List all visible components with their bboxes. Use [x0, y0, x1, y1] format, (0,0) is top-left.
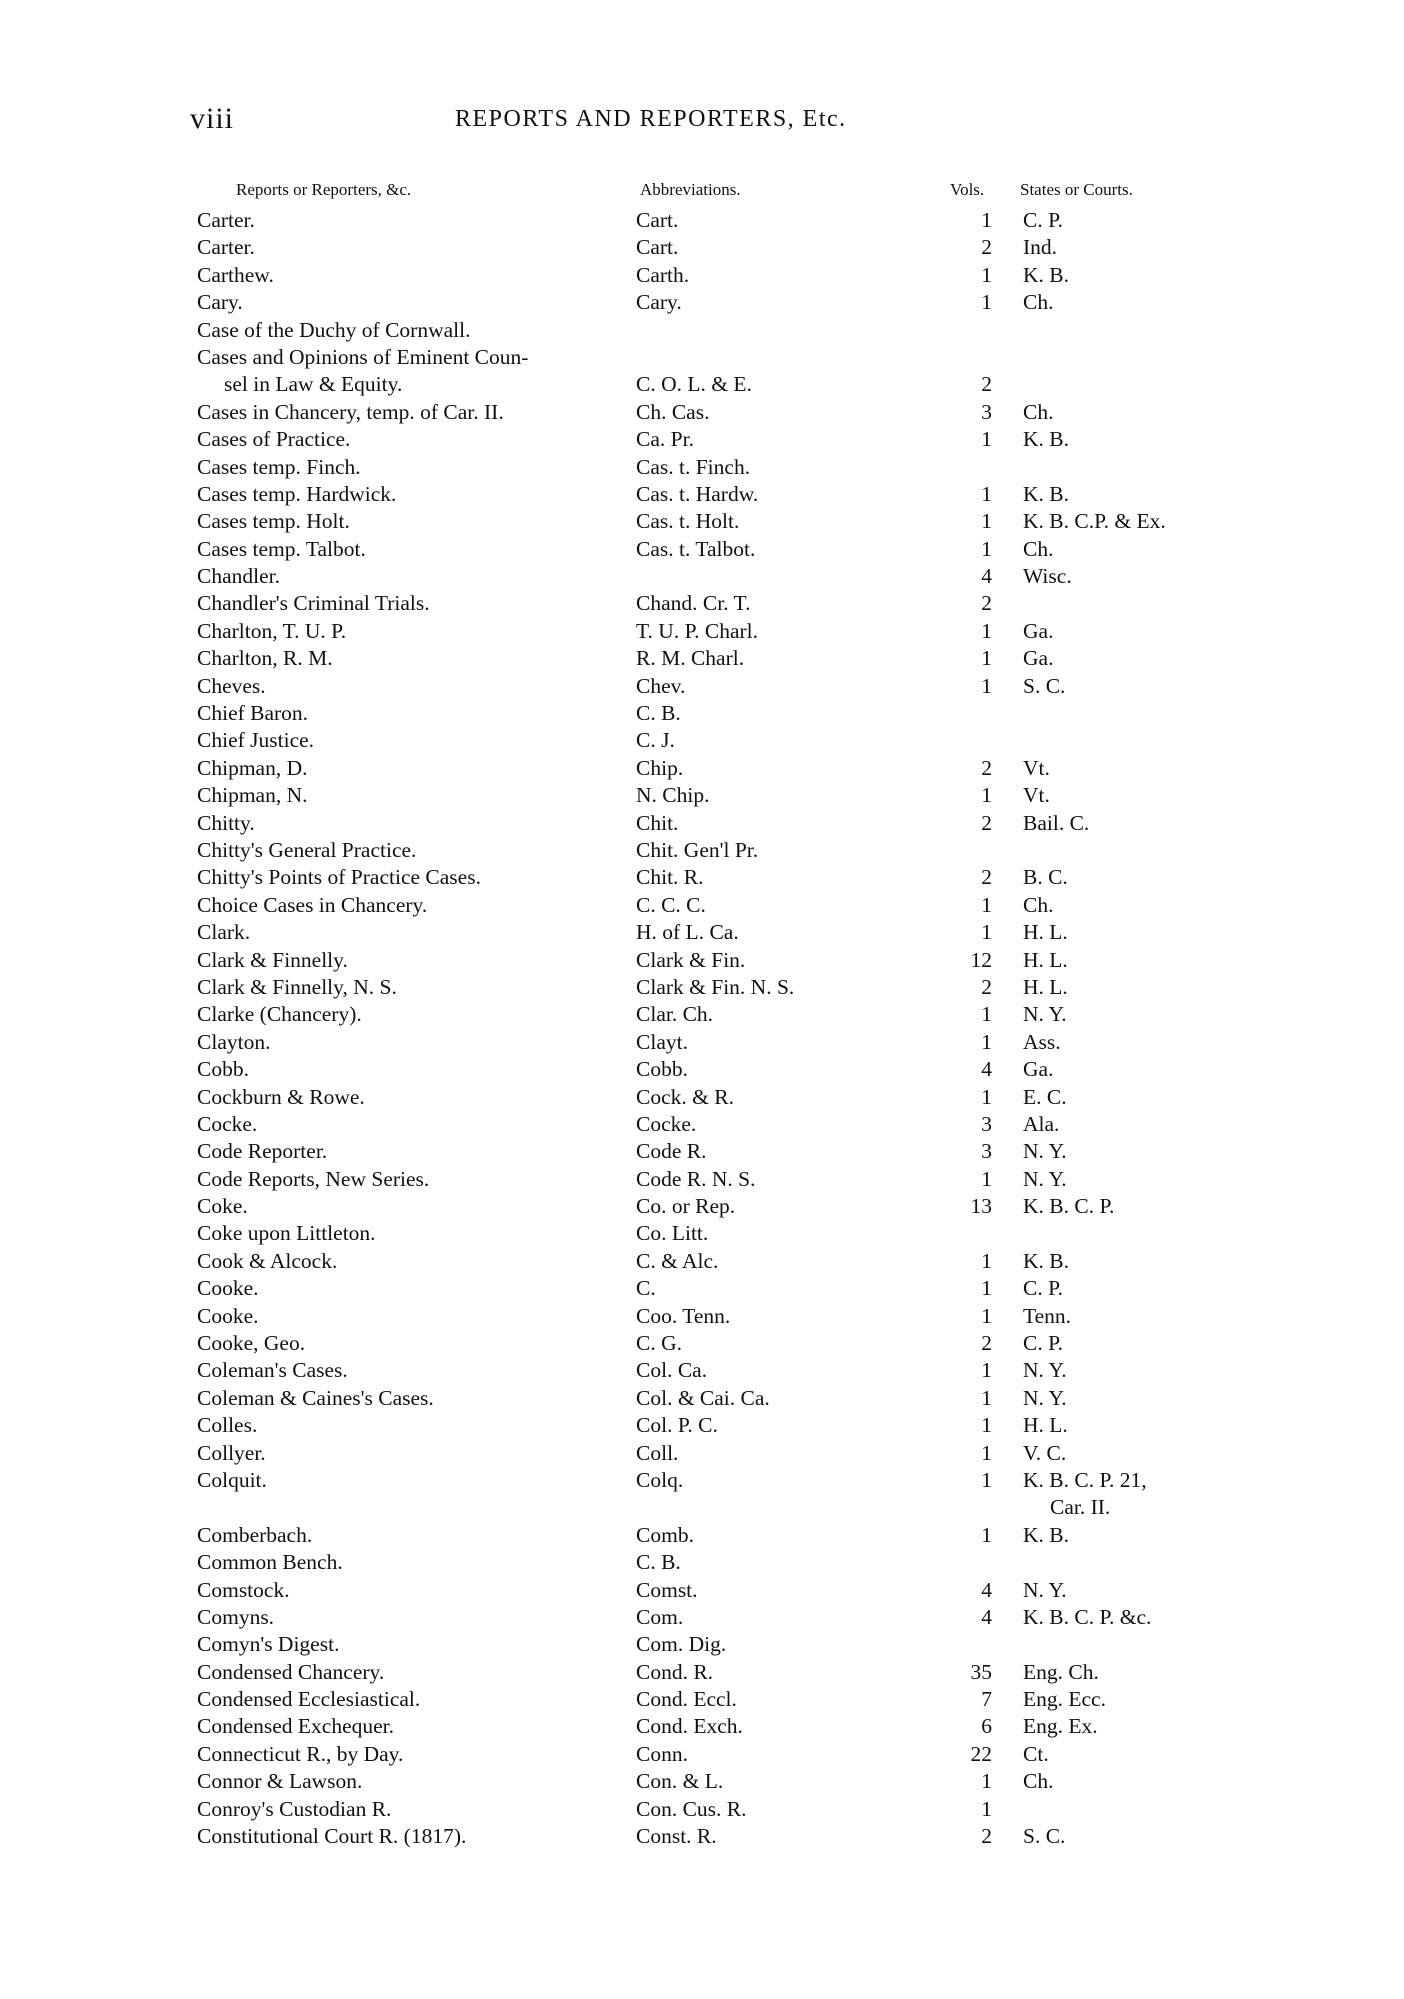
reporters-table — [0, 207, 1404, 1850]
court-cell: Ch. — [1023, 536, 1054, 561]
abbreviation-cell: Cas. t. Talbot. — [636, 536, 756, 561]
abbreviation-cell: Chip. — [636, 755, 684, 780]
abbreviation-cell: Con. Cus. R. — [636, 1796, 747, 1821]
vols-cell: 1 — [981, 673, 992, 698]
court-cell: K. B. — [1023, 1248, 1069, 1273]
vols-cell: 2 — [981, 591, 992, 616]
court-cell: K. B. C. P. — [1023, 1194, 1115, 1219]
abbreviation-cell: Cas. t. Finch. — [636, 454, 751, 479]
table-row — [0, 1056, 1404, 1083]
abbreviation-cell: Cond. Exch. — [636, 1714, 743, 1739]
reporter-cell: Constitutional Court R. (1817). — [197, 1824, 467, 1849]
abbreviation-cell: Chit. Gen'l Pr. — [636, 837, 759, 862]
reporter-cell: Colles. — [197, 1413, 258, 1438]
table-row — [0, 207, 1404, 234]
abbreviation-cell: Cary. — [636, 290, 682, 315]
court-cell: Vt. — [1023, 783, 1050, 808]
abbreviation-cell: Coo. Tenn. — [636, 1303, 731, 1328]
table-row — [0, 426, 1404, 453]
vols-cell: 1 — [981, 1358, 992, 1383]
table-row — [0, 1001, 1404, 1028]
abbreviation-cell: Cas. t. Holt. — [636, 509, 740, 534]
vols-cell: 2 — [981, 372, 992, 397]
vols-cell: 4 — [981, 564, 992, 589]
table-row — [0, 1084, 1404, 1111]
reporter-cell: Chipman, D. — [197, 755, 308, 780]
abbreviation-cell: C. & Alc. — [636, 1248, 719, 1273]
table-row — [0, 947, 1404, 974]
column-header-vols: Vols. — [950, 180, 985, 199]
vols-cell: 1 — [981, 427, 992, 452]
vols-cell: 4 — [981, 1604, 992, 1629]
vols-cell: 2 — [981, 865, 992, 890]
vols-cell: 4 — [981, 1057, 992, 1082]
vols-cell: 2 — [981, 810, 992, 835]
reporter-cell: Charlton, T. U. P. — [197, 618, 347, 643]
table-row — [0, 1111, 1404, 1138]
reporter-cell: Code Reporter. — [197, 1139, 328, 1164]
table-row — [0, 1549, 1404, 1576]
abbreviation-cell: Comb. — [636, 1522, 694, 1547]
abbreviation-cell: Con. & L. — [636, 1769, 724, 1794]
abbreviation-cell: C. — [636, 1276, 656, 1301]
table-row — [0, 1412, 1404, 1439]
table-row — [0, 837, 1404, 864]
table-row — [0, 618, 1404, 645]
court-cell: K. B. — [1023, 481, 1069, 506]
abbreviation-cell: Chit. — [636, 810, 679, 835]
table-row — [0, 1275, 1404, 1302]
court-cell: N. Y. — [1023, 1385, 1067, 1410]
page-header — [190, 102, 1250, 142]
reporter-cell: Comstock. — [197, 1577, 290, 1602]
reporter-cell: Collyer. — [197, 1440, 266, 1465]
court-cell: S. C. — [1023, 673, 1066, 698]
vols-cell: 1 — [981, 208, 992, 232]
column-header-courts: States or Courts. — [1020, 180, 1133, 199]
reporter-cell: Cases temp. Finch. — [197, 454, 361, 479]
court-cell: N. Y. — [1023, 1139, 1067, 1164]
reporter-cell: Condensed Ecclesiastical. — [197, 1687, 421, 1712]
court-cell: Ind. — [1023, 235, 1058, 260]
table-row — [0, 1522, 1404, 1549]
vols-cell: 12 — [970, 947, 992, 972]
vols-cell: 2 — [981, 1824, 992, 1849]
court-cell: Eng. Ex. — [1023, 1714, 1098, 1739]
reporter-cell: Cases and Opinions of Eminent Coun- — [197, 344, 529, 369]
court-cell: Ch. — [1023, 399, 1054, 424]
table-row — [0, 1741, 1404, 1768]
vols-cell: 1 — [981, 262, 992, 287]
vols-cell: 1 — [981, 618, 992, 643]
court-cell: Tenn. — [1023, 1303, 1072, 1328]
court-cell: N. Y. — [1023, 1358, 1067, 1383]
abbreviation-cell: C. C. C. — [636, 892, 706, 917]
court-cell: K. B. C.P. & Ex. — [1023, 509, 1166, 534]
abbreviation-cell: Clark & Fin. N. S. — [636, 974, 795, 999]
table-row — [0, 1768, 1404, 1795]
table-row — [0, 508, 1404, 535]
court-cell: C. P. — [1023, 1331, 1064, 1356]
abbreviation-cell: Cas. t. Hardw. — [636, 481, 759, 506]
abbreviation-cell: Ca. Pr. — [636, 427, 694, 452]
vols-cell: 1 — [981, 1166, 992, 1191]
court-cell: Eng. Ecc. — [1023, 1687, 1106, 1712]
court-cell: C. P. — [1023, 208, 1064, 232]
reporter-cell: Cases temp. Talbot. — [197, 536, 366, 561]
abbreviation-cell: Col. & Cai. Ca. — [636, 1385, 770, 1410]
abbreviation-cell: Chev. — [636, 673, 686, 698]
vols-cell: 2 — [981, 235, 992, 260]
table-row — [0, 481, 1404, 508]
court-cell: K. B. — [1023, 262, 1069, 287]
table-row — [0, 1494, 1404, 1521]
reporter-cell: Clarke (Chancery). — [197, 1002, 362, 1027]
table-row — [0, 344, 1404, 371]
table-row — [0, 1166, 1404, 1193]
court-cell: E. C. — [1023, 1084, 1067, 1109]
reporter-cell: Choice Cases in Chancery. — [197, 892, 428, 917]
reporter-cell: Chitty's Points of Practice Cases. — [197, 865, 481, 890]
court-cell: Ct. — [1023, 1741, 1049, 1766]
court-cell: Ga. — [1023, 646, 1054, 671]
table-row — [0, 317, 1404, 344]
vols-cell: 2 — [981, 974, 992, 999]
court-cell: Bail. C. — [1023, 810, 1090, 835]
abbreviation-cell: C. B. — [636, 1550, 681, 1575]
reporter-cell: Chipman, N. — [197, 783, 308, 808]
abbreviation-cell: N. Chip. — [636, 783, 710, 808]
abbreviation-cell: Carth. — [636, 262, 690, 287]
court-cell: V. C. — [1023, 1440, 1067, 1465]
reporter-cell: Carthew. — [197, 262, 274, 287]
abbreviation-cell: C. J. — [636, 728, 675, 753]
column-headers — [0, 180, 1404, 204]
table-row — [0, 919, 1404, 946]
court-cell: Ala. — [1023, 1111, 1060, 1136]
reporter-cell: Cases temp. Holt. — [197, 509, 350, 534]
reporter-cell: Code Reports, New Series. — [197, 1166, 430, 1191]
table-row — [0, 1357, 1404, 1384]
table-row — [0, 1631, 1404, 1658]
court-cell: K. B. — [1023, 427, 1069, 452]
vols-cell: 1 — [981, 481, 992, 506]
vols-cell: 1 — [981, 892, 992, 917]
vols-cell: 6 — [981, 1714, 992, 1739]
abbreviation-cell: Clar. Ch. — [636, 1002, 714, 1027]
court-cell: H. L. — [1023, 974, 1068, 999]
abbreviation-cell: Code R. — [636, 1139, 707, 1164]
table-row — [0, 1385, 1404, 1412]
table-row — [0, 1330, 1404, 1357]
court-cell: B. C. — [1023, 865, 1068, 890]
reporter-cell: Case of the Duchy of Cornwall. — [197, 317, 471, 342]
table-row — [0, 234, 1404, 261]
court-cell: K. B. — [1023, 1522, 1069, 1547]
table-row — [0, 1713, 1404, 1740]
vols-cell: 1 — [981, 783, 992, 808]
table-row — [0, 1440, 1404, 1467]
abbreviation-cell: Clayt. — [636, 1029, 688, 1054]
vols-cell: 3 — [981, 1139, 992, 1164]
reporter-cell: Chitty. — [197, 810, 255, 835]
table-row — [0, 536, 1404, 563]
court-cell: Ch. — [1023, 290, 1054, 315]
table-row — [0, 1467, 1404, 1494]
abbreviation-cell: Code R. N. S. — [636, 1166, 756, 1191]
vols-cell: 1 — [981, 1385, 992, 1410]
court-cell: Ass. — [1023, 1029, 1061, 1054]
table-row — [0, 673, 1404, 700]
running-title: REPORTS AND REPORTERS, Etc. — [455, 106, 847, 132]
court-cell: Ga. — [1023, 1057, 1054, 1082]
table-row — [0, 810, 1404, 837]
reporter-cell: Chandler. — [197, 564, 280, 589]
table-row — [0, 399, 1404, 426]
reporter-cell: Cases of Practice. — [197, 427, 351, 452]
table-row — [0, 1193, 1404, 1220]
table-row — [0, 1659, 1404, 1686]
abbreviation-cell: Cobb. — [636, 1057, 688, 1082]
vols-cell: 7 — [981, 1687, 992, 1712]
table-row — [0, 755, 1404, 782]
reporter-cell: Carter. — [197, 208, 255, 232]
vols-cell: 1 — [981, 1796, 992, 1821]
table-row — [0, 289, 1404, 316]
vols-cell: 35 — [970, 1659, 992, 1684]
abbreviation-cell: C. B. — [636, 701, 681, 726]
vols-cell: 3 — [981, 399, 992, 424]
vols-cell: 1 — [981, 1522, 992, 1547]
court-cell: Eng. Ch. — [1023, 1659, 1099, 1684]
table-row — [0, 1303, 1404, 1330]
abbreviation-cell: R. M. Charl. — [636, 646, 745, 671]
abbreviation-cell: H. of L. Ca. — [636, 920, 739, 945]
vols-cell: 1 — [981, 536, 992, 561]
vols-cell: 1 — [981, 1769, 992, 1794]
abbreviation-cell: Chand. Cr. T. — [636, 591, 751, 616]
reporter-cell: Clark & Finnelly. — [197, 947, 348, 972]
court-cell: H. L. — [1023, 1413, 1068, 1438]
table-row — [0, 1220, 1404, 1247]
table-row — [0, 1029, 1404, 1056]
abbreviation-cell: Ch. Cas. — [636, 399, 710, 424]
table-row — [0, 864, 1404, 891]
court-cell: H. L. — [1023, 947, 1068, 972]
reporter-cell: Cobb. — [197, 1057, 249, 1082]
reporter-cell: Coke. — [197, 1194, 248, 1219]
vols-cell: 2 — [981, 1331, 992, 1356]
abbreviation-cell: T. U. P. Charl. — [636, 618, 759, 643]
reporter-cell: Cooke. — [197, 1303, 259, 1328]
abbreviation-cell: Cart. — [636, 235, 679, 260]
vols-cell: 1 — [981, 509, 992, 534]
table-row — [0, 700, 1404, 727]
vols-cell: 1 — [981, 1248, 992, 1273]
vols-cell: 1 — [981, 1303, 992, 1328]
table-row — [0, 563, 1404, 590]
table-row — [0, 454, 1404, 481]
table-row — [0, 1138, 1404, 1165]
reporter-cell: Cary. — [197, 290, 243, 315]
vols-cell: 3 — [981, 1111, 992, 1136]
reporter-cell: Common Bench. — [197, 1550, 343, 1575]
table-row — [0, 262, 1404, 289]
reporter-cell: Clark. — [197, 920, 251, 945]
abbreviation-cell: Cock. & R. — [636, 1084, 734, 1109]
reporter-cell: Clayton. — [197, 1029, 271, 1054]
abbreviation-cell: Co. Litt. — [636, 1221, 709, 1246]
abbreviation-cell: Comst. — [636, 1577, 698, 1602]
abbreviation-cell: Colq. — [636, 1467, 684, 1492]
vols-cell: 13 — [970, 1194, 992, 1219]
vols-cell: 1 — [981, 1276, 992, 1301]
vols-cell: 1 — [981, 920, 992, 945]
abbreviation-cell: Cart. — [636, 208, 679, 232]
court-cell: Ch. — [1023, 1769, 1054, 1794]
court-cell: K. B. C. P. 21, — [1023, 1467, 1147, 1492]
court-cell: S. C. — [1023, 1824, 1066, 1849]
abbreviation-cell: Coll. — [636, 1440, 679, 1465]
vols-cell: 1 — [981, 1467, 992, 1492]
table-row — [0, 371, 1404, 398]
abbreviation-cell: Col. P. C. — [636, 1413, 718, 1438]
table-row — [0, 645, 1404, 672]
reporter-cell: Cockburn & Rowe. — [197, 1084, 365, 1109]
vols-cell: 2 — [981, 755, 992, 780]
column-header-abbreviation: Abbreviations. — [640, 180, 741, 199]
reporter-cell: Cooke, Geo. — [197, 1331, 306, 1356]
court-cell: Ga. — [1023, 618, 1054, 643]
reporter-cell: Conroy's Custodian R. — [197, 1796, 392, 1821]
abbreviation-cell: Chit. R. — [636, 865, 704, 890]
reporter-cell: Clark & Finnelly, N. S. — [197, 974, 397, 999]
court-cell: Wisc. — [1023, 564, 1072, 589]
reporter-cell: Connecticut R., by Day. — [197, 1741, 404, 1766]
reporter-cell: Connor & Lawson. — [197, 1769, 363, 1794]
reporter-cell: Chief Justice. — [197, 728, 315, 753]
reporter-cell: Colquit. — [197, 1467, 267, 1492]
vols-cell: 1 — [981, 1413, 992, 1438]
table-row — [0, 1686, 1404, 1713]
reporter-cell: Comberbach. — [197, 1522, 313, 1547]
reporter-cell: Condensed Exchequer. — [197, 1714, 395, 1739]
court-cell: Vt. — [1023, 755, 1050, 780]
abbreviation-cell: Com. Dig. — [636, 1632, 727, 1657]
vols-cell: 1 — [981, 1440, 992, 1465]
vols-cell: 1 — [981, 646, 992, 671]
abbreviation-cell: Const. R. — [636, 1824, 717, 1849]
reporter-cell: Coleman & Caines's Cases. — [197, 1385, 434, 1410]
table-row — [0, 1604, 1404, 1631]
abbreviation-cell: Conn. — [636, 1741, 688, 1766]
court-cell: H. L. — [1023, 920, 1068, 945]
table-row — [0, 974, 1404, 1001]
abbreviation-cell: Co. or Rep. — [636, 1194, 736, 1219]
court-cell: N. Y. — [1023, 1166, 1067, 1191]
reporter-cell: Chief Baron. — [197, 701, 309, 726]
reporter-cell: Cases in Chancery, temp. of Car. II. — [197, 399, 504, 424]
court-cell: N. Y. — [1023, 1577, 1067, 1602]
reporter-cell: Carter. — [197, 235, 255, 260]
vols-cell: 4 — [981, 1577, 992, 1602]
reporter-cell: Cook & Alcock. — [197, 1248, 338, 1273]
reporter-cell: Coleman's Cases. — [197, 1358, 348, 1383]
reporter-cell: Chitty's General Practice. — [197, 837, 417, 862]
reporter-cell: Comyns. — [197, 1604, 275, 1629]
reporter-cell: Condensed Chancery. — [197, 1659, 385, 1684]
abbreviation-cell: Cond. R. — [636, 1659, 714, 1684]
reporter-cell: Charlton, R. M. — [197, 646, 333, 671]
court-cell: Car. II. — [1050, 1495, 1111, 1520]
table-row — [0, 1248, 1404, 1275]
abbreviation-cell: Cond. Eccl. — [636, 1687, 737, 1712]
court-cell: Ch. — [1023, 892, 1054, 917]
table-row — [0, 1823, 1404, 1850]
column-header-reporter: Reports or Reporters, &c. — [236, 180, 412, 199]
table-row — [0, 590, 1404, 617]
reporter-cell: Cocke. — [197, 1111, 258, 1136]
reporter-cell: Chandler's Criminal Trials. — [197, 591, 430, 616]
vols-cell: 22 — [970, 1741, 992, 1766]
abbreviation-cell: Clark & Fin. — [636, 947, 746, 972]
abbreviation-cell: Com. — [636, 1604, 684, 1629]
court-cell: K. B. C. P. &c. — [1023, 1604, 1152, 1629]
table-row — [0, 727, 1404, 754]
court-cell: C. P. — [1023, 1276, 1064, 1301]
reporter-cell: Coke upon Littleton. — [197, 1221, 376, 1246]
table-row — [0, 782, 1404, 809]
reporter-cell: Cooke. — [197, 1276, 259, 1301]
reporter-cell: Cases temp. Hardwick. — [197, 481, 397, 506]
table-row — [0, 1577, 1404, 1604]
vols-cell: 1 — [981, 290, 992, 315]
reporter-cell: Comyn's Digest. — [197, 1632, 340, 1657]
reporter-cell: sel in Law & Equity. — [224, 372, 403, 397]
abbreviation-cell: C. O. L. & E. — [636, 372, 752, 397]
abbreviation-cell: Col. Ca. — [636, 1358, 708, 1383]
page-number: viii — [190, 102, 235, 135]
abbreviation-cell: Cocke. — [636, 1111, 697, 1136]
reporter-cell: Cheves. — [197, 673, 266, 698]
abbreviation-cell: C. G. — [636, 1331, 682, 1356]
vols-cell: 1 — [981, 1002, 992, 1027]
court-cell: N. Y. — [1023, 1002, 1067, 1027]
table-row — [0, 1796, 1404, 1823]
vols-cell: 1 — [981, 1084, 992, 1109]
table-row — [0, 892, 1404, 919]
vols-cell: 1 — [981, 1029, 992, 1054]
